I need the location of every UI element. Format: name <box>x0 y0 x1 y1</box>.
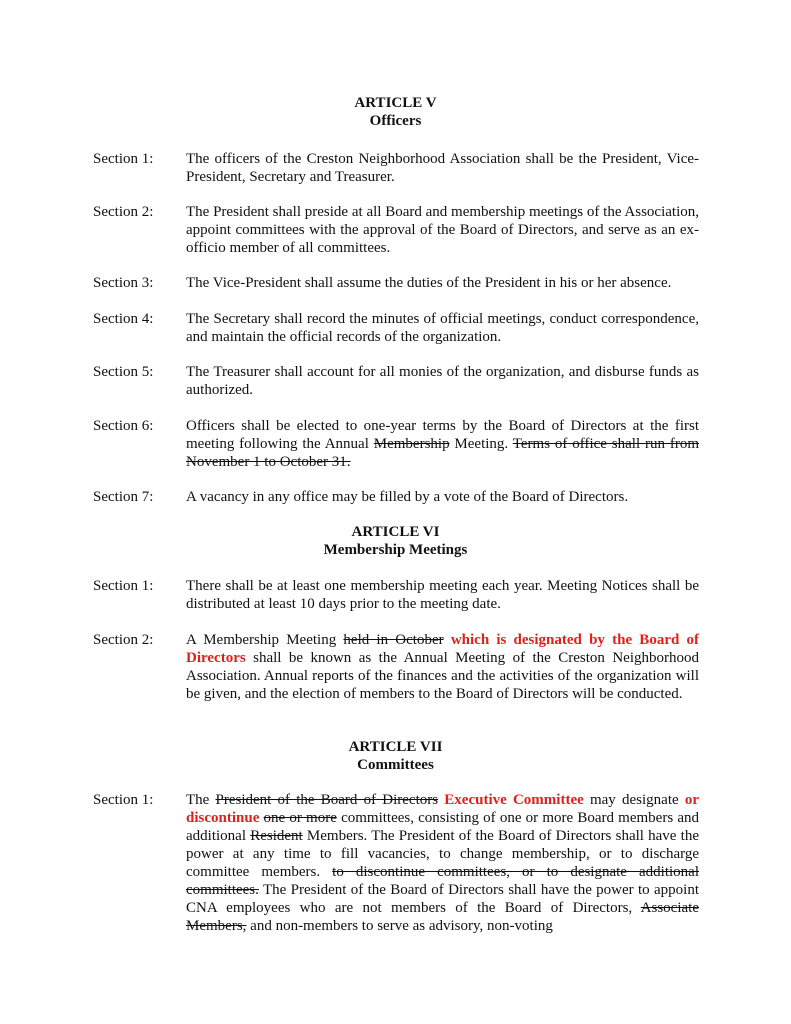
body-text: The President of the Board of Directors shall have the power to appoint CNA employees who are not members of the Board of Directors, <box>186 882 699 916</box>
section <box>93 417 699 471</box>
deleted-text: Membership <box>373 436 450 452</box>
section-label: Section 6: <box>93 418 154 434</box>
section-label: Section 1: <box>93 151 154 167</box>
inserted-text: Executive Committee <box>444 792 584 808</box>
article-subtitle: Committees <box>357 757 434 773</box>
article-heading <box>0 738 791 774</box>
body-text: The President shall preside at all Board and membership meetings of the Association, appoint committees with the approval of the Board of Directors, and serve as an ex-officio member of all committees. <box>186 204 699 256</box>
section-label: Section 7: <box>93 489 154 505</box>
section-text <box>186 274 699 292</box>
body-text: The Vice-President shall assume the duties of the President in his or her absence. <box>186 275 672 291</box>
inserted-text: which is designated by the Board of Directors <box>186 632 700 666</box>
body-text: There shall be at least one membership meeting each year. Meeting Notices shall be distributed at least 10 days prior to the meeting date. <box>186 578 699 612</box>
article-subtitle: Officers <box>369 113 422 129</box>
body-text: and non-members to serve as advisory, non-voting <box>246 918 553 934</box>
section <box>93 488 699 506</box>
section-text <box>186 577 699 613</box>
section <box>93 274 699 292</box>
article-heading <box>0 94 791 130</box>
section <box>93 310 699 346</box>
deleted-text: President of the Board of Directors <box>215 792 439 808</box>
deleted-text: one or more <box>263 810 337 826</box>
section-text <box>186 488 699 506</box>
section-text <box>186 631 699 703</box>
body-text: Meeting. <box>449 436 513 452</box>
inserted-text: or discontinue <box>186 792 700 826</box>
section-label: Section 2: <box>93 204 154 220</box>
section <box>93 631 699 703</box>
body-text: The Treasurer shall account for all monies of the organization, and disburse funds as authorized. <box>186 364 699 398</box>
body-text: shall be known as the Annual Meeting of the Creston Neighborhood Association. Annual reports of the finances and the activities of the organization will be given, and the election of members to the Board of Directors will be conducted. <box>186 650 699 702</box>
article-subtitle: Membership Meetings <box>323 542 468 558</box>
body-text: Members. The President of the Board of Directors shall have the power at any time to fill vacancies, to change membership, or to discharge committee members. <box>186 828 699 880</box>
body-text: committees, consisting of one or more Board members and additional <box>186 810 700 844</box>
body-text: The officers of the Creston Neighborhood Association shall be the President, Vice-President, Secretary and Treasurer. <box>186 151 699 185</box>
article-title: ARTICLE VII <box>348 739 443 755</box>
section-label: Section 3: <box>93 275 154 291</box>
article-title: ARTICLE V <box>354 95 437 111</box>
body-text: A Membership Meeting <box>186 632 344 648</box>
section-text <box>186 417 699 471</box>
section-text <box>186 203 699 257</box>
section-text <box>186 310 699 346</box>
body-text: The Secretary shall record the minutes of official meetings, conduct correspondence, and maintain the official records of the organization. <box>186 311 699 345</box>
section-label: Section 1: <box>93 792 154 808</box>
body-text: A vacancy in any office may be filled by a vote of the Board of Directors. <box>186 489 629 505</box>
deleted-text: Resident <box>250 828 303 844</box>
section-label: Section 4: <box>93 311 154 327</box>
deleted-text: Terms of office shall run from November 1 to October 31. <box>186 436 700 470</box>
section <box>93 363 699 399</box>
section <box>93 203 699 257</box>
section-label: Section 5: <box>93 364 154 380</box>
section-label: Section 1: <box>93 578 154 594</box>
deleted-text: held in October <box>343 632 444 648</box>
section-text <box>186 791 699 935</box>
section <box>93 791 699 935</box>
body-text: The <box>186 792 216 808</box>
section <box>93 150 699 186</box>
body-text <box>444 632 451 648</box>
body-text: Officers shall be elected to one-year terms by the Board of Directors at the first meeting following the Annual <box>186 418 699 452</box>
article-title: ARTICLE VI <box>351 524 440 540</box>
section <box>93 577 699 613</box>
deleted-text: Associate Members, <box>186 900 699 934</box>
body-text: may designate <box>583 792 685 808</box>
deleted-text: to discontinue committees, or to designate additional committees. <box>186 864 699 898</box>
section-text <box>186 150 699 186</box>
section-text <box>186 363 699 399</box>
article-heading <box>0 523 791 559</box>
section-label: Section 2: <box>93 632 154 648</box>
